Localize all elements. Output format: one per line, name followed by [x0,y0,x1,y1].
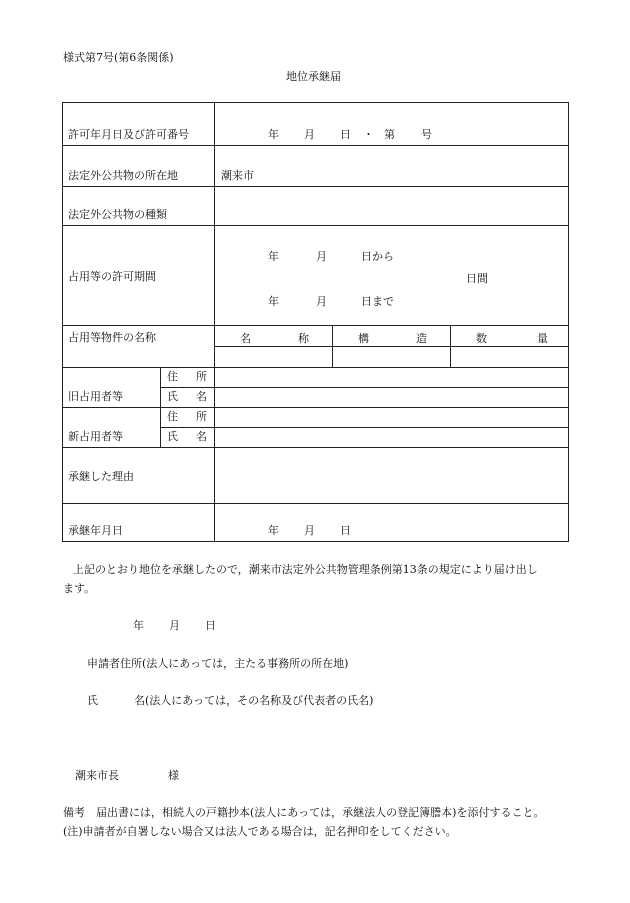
permit-value-cell[interactable] [215,103,569,146]
statement-line-2: ます。 [63,582,96,595]
items-name-header [215,326,333,347]
reason-label-cell [63,448,215,504]
kind-value-cell[interactable] [215,187,569,226]
items-structure-value[interactable] [333,347,451,368]
period-from-month: 月 [316,250,327,263]
old-occupant-label: 旧占用者等 [68,390,123,403]
period-to-month: 月 [316,295,327,308]
succession-year-unit: 年 [268,524,279,537]
kind-label: 法定外公共物の種類 [68,208,167,221]
period-to-year: 年 [268,295,279,308]
document-title: 地位承継届 [286,70,341,83]
items-structure-header [333,326,451,347]
permit-month-unit: 月 [304,128,315,141]
new-occupant-label-cell [63,408,161,448]
permit-go: 号 [421,128,432,141]
items-label-cell [63,326,215,368]
old-occupant-address-value[interactable] [215,368,569,388]
new-occupant-address-value[interactable] [215,408,569,428]
location-label: 法定外公共物の所在地 [68,169,178,182]
items-quantity-header [451,326,569,347]
permit-separator-dot: ・ [363,128,374,141]
location-label-cell [63,146,215,187]
period-to-day: 日まで [361,295,394,308]
period-label-cell [63,226,215,326]
permit-year-unit: 年 [268,128,279,141]
location-value-cell[interactable] [215,146,569,187]
address-label-char1: 住 [167,370,178,383]
address-label-char1: 住 [167,410,178,423]
items-name-header-char2: 称 [298,332,309,345]
items-quantity-value[interactable] [451,347,569,368]
items-name-value[interactable] [215,347,333,368]
succession-day-unit: 日 [340,524,351,537]
permit-label-cell [63,103,215,146]
old-occupant-name-value[interactable] [215,388,569,408]
period-from-day: 日から [361,250,394,263]
items-quantity-header-char1: 数 [476,332,487,345]
items-name-header-char1: 名 [240,332,251,345]
statement-line-1: 上記のとおり地位を承継したので，潮来市法定外公共物管理条例第13条の規定により届け出し [73,563,538,576]
name-label-char2: 名 [196,430,207,443]
permit-dai: 第 [384,128,395,141]
reason-label: 承継した理由 [68,469,134,483]
new-occupant-name-label-cell [161,428,215,448]
succession-date-label: 承継年月日 [68,524,123,537]
address-label-char2: 所 [196,410,207,423]
items-structure-header-char2: 造 [416,332,427,345]
new-occupant-address-label-cell [161,408,215,428]
old-occupant-label-cell [63,368,161,408]
permit-day-unit: 日 [340,128,351,141]
kind-label-cell [63,187,215,226]
succession-date-value-cell[interactable] [215,504,569,542]
name-label-char2: 名 [196,390,207,403]
period-value-cell[interactable] [215,226,569,326]
form-number: 様式第7号(第6条関係) [63,51,174,64]
applicant-name-label: 名(法人にあっては，その名称及び代表者の氏名) [134,694,374,707]
address-label-char2: 所 [196,370,207,383]
name-label-char1: 氏 [167,390,178,403]
honorific: 様 [168,769,179,782]
applicant-address-label: 申請者住所(法人にあっては，主たる事務所の所在地) [87,657,349,670]
submission-year-unit: 年 [133,619,144,632]
application-form-table [62,102,569,542]
period-days: 日間 [466,272,488,285]
submission-month-unit: 月 [169,619,180,632]
submission-day-unit: 日 [205,619,216,632]
succession-date-label-cell [63,504,215,542]
period-from-year: 年 [268,250,279,263]
applicant-name-prefix: 氏 [87,694,98,707]
new-occupant-name-value[interactable] [215,428,569,448]
items-structure-header-char1: 構 [358,332,369,345]
items-quantity-header-char2: 量 [537,332,548,345]
old-occupant-address-label-cell [161,368,215,388]
note-attachment: 備考 届出書には，相続人の戸籍抄本(法人にあっては，承継法人の登記簿謄本)を添付すること。 [63,806,545,819]
new-occupant-label: 新占用者等 [68,430,123,443]
succession-month-unit: 月 [304,524,315,537]
reason-value-cell[interactable] [215,448,569,504]
period-label: 占用等の許可期間 [68,269,156,283]
note-signature: (注)申請者が自署しない場合又は法人である場合は，記名押印をしてください。 [63,825,457,838]
permit-label: 許可年月日及び許可番号 [68,128,189,141]
name-label-char1: 氏 [167,430,178,443]
location-value: 潮来市 [221,169,254,182]
old-occupant-name-label-cell [161,388,215,408]
items-label: 占用等物件の名称 [68,331,156,344]
addressee: 潮来市長 [75,769,119,782]
